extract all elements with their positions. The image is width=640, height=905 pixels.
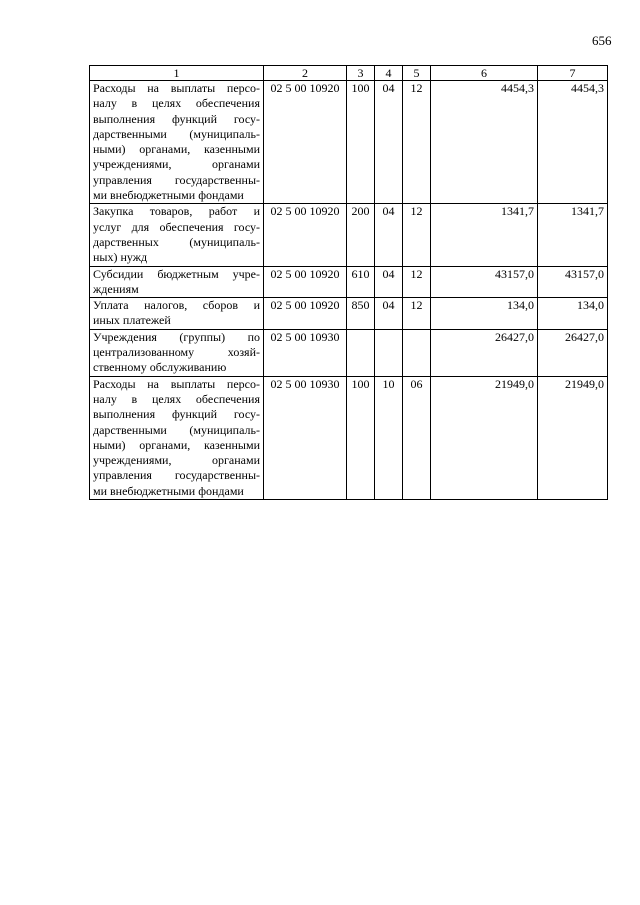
description-line: Расходы на выплаты персо- xyxy=(93,81,260,95)
description-line: ми внебюджетными фондами xyxy=(93,188,244,203)
header-cell-1: 1 xyxy=(90,66,264,81)
description-cell xyxy=(90,266,264,298)
description-line: Закупка товаров, работ и xyxy=(93,204,260,219)
section-cell: 04 xyxy=(375,81,403,204)
code-cell: 02 5 00 10920 xyxy=(264,266,347,298)
budget-table-body xyxy=(90,66,608,500)
budget-table xyxy=(89,65,608,500)
table-row xyxy=(90,376,608,499)
description-line: услуг для обеспечения госу- xyxy=(93,219,260,234)
expense-type-cell: 610 xyxy=(347,266,375,298)
header-cell-7: 7 xyxy=(538,66,608,81)
description-line: иных платежей xyxy=(93,313,171,328)
code-cell: 02 5 00 10920 xyxy=(264,204,347,266)
amount-cell-6: 26427,0 xyxy=(431,329,538,376)
description-line: учреждениями, органами xyxy=(93,157,260,172)
subsection-cell: 12 xyxy=(403,204,431,266)
subsection-cell: 12 xyxy=(403,266,431,298)
subsection-cell: 12 xyxy=(403,81,431,204)
section-cell: 04 xyxy=(375,266,403,298)
amount-cell-6: 43157,0 xyxy=(431,266,538,298)
description-line: ственному обслуживанию xyxy=(93,360,227,375)
amount-cell-7: 26427,0 xyxy=(538,329,608,376)
amount-cell-6: 4454,3 xyxy=(431,81,538,204)
description-cell xyxy=(90,81,264,204)
description-line: Субсидии бюджетным учре- xyxy=(93,266,260,281)
expense-type-cell xyxy=(347,329,375,376)
header-cell-6: 6 xyxy=(431,66,538,81)
code-cell: 02 5 00 10920 xyxy=(264,298,347,330)
section-cell: 04 xyxy=(375,298,403,330)
header-cell-3: 3 xyxy=(347,66,375,81)
description-line: дарственных (муниципаль- xyxy=(93,234,260,249)
header-cell-4: 4 xyxy=(375,66,403,81)
table-row xyxy=(90,329,608,376)
subsection-cell: 06 xyxy=(403,376,431,499)
table-row xyxy=(90,298,608,330)
description-line: Учреждения (группы) по xyxy=(93,329,260,344)
expense-type-cell: 100 xyxy=(347,376,375,499)
description-line: управления государственны- xyxy=(93,468,260,483)
code-cell: 02 5 00 10930 xyxy=(264,376,347,499)
description-line: централизованному хозяй- xyxy=(93,345,260,360)
description-cell xyxy=(90,298,264,330)
description-line: налу в целях обеспечения xyxy=(93,391,260,406)
subsection-cell xyxy=(403,329,431,376)
description-cell xyxy=(90,329,264,376)
table-row xyxy=(90,266,608,298)
header-cell-5: 5 xyxy=(403,66,431,81)
amount-cell-7: 21949,0 xyxy=(538,376,608,499)
header-cell-2: 2 xyxy=(264,66,347,81)
amount-cell-7: 1341,7 xyxy=(538,204,608,266)
description-line: налу в целях обеспечения xyxy=(93,96,260,111)
description-line: выполнения функций госу- xyxy=(93,407,260,422)
description-cell xyxy=(90,376,264,499)
expense-type-cell: 100 xyxy=(347,81,375,204)
table-row xyxy=(90,81,608,204)
description-cell xyxy=(90,204,264,266)
section-cell xyxy=(375,329,403,376)
description-line: ными) органами, казенными xyxy=(93,437,260,452)
description-line: дарственными (муниципаль- xyxy=(93,422,260,437)
description-line: дарственными (муниципаль- xyxy=(93,126,260,141)
amount-cell-7: 134,0 xyxy=(538,298,608,330)
page-number: 656 xyxy=(592,33,612,48)
expense-type-cell: 200 xyxy=(347,204,375,266)
description-line: управления государственны- xyxy=(93,172,260,187)
description-line: ждениям xyxy=(93,281,139,296)
amount-cell-6: 134,0 xyxy=(431,298,538,330)
description-line: ных) нужд xyxy=(93,250,148,265)
section-cell: 10 xyxy=(375,376,403,499)
code-cell: 02 5 00 10920 xyxy=(264,81,347,204)
amount-cell-6: 1341,7 xyxy=(431,204,538,266)
amount-cell-6: 21949,0 xyxy=(431,376,538,499)
amount-cell-7: 4454,3 xyxy=(538,81,608,204)
header-row xyxy=(90,66,608,81)
description-line: ными) органами, казенными xyxy=(93,142,260,157)
description-line: выполнения функций госу- xyxy=(93,111,260,126)
amount-cell-7: 43157,0 xyxy=(538,266,608,298)
subsection-cell: 12 xyxy=(403,298,431,330)
table-row xyxy=(90,204,608,266)
description-line: ми внебюджетными фондами xyxy=(93,483,244,498)
description-line: учреждениями, органами xyxy=(93,453,260,468)
code-cell: 02 5 00 10930 xyxy=(264,329,347,376)
section-cell: 04 xyxy=(375,204,403,266)
description-line: Уплата налогов, сборов и xyxy=(93,298,260,313)
description-line: Расходы на выплаты персо- xyxy=(93,376,260,391)
expense-type-cell: 850 xyxy=(347,298,375,330)
